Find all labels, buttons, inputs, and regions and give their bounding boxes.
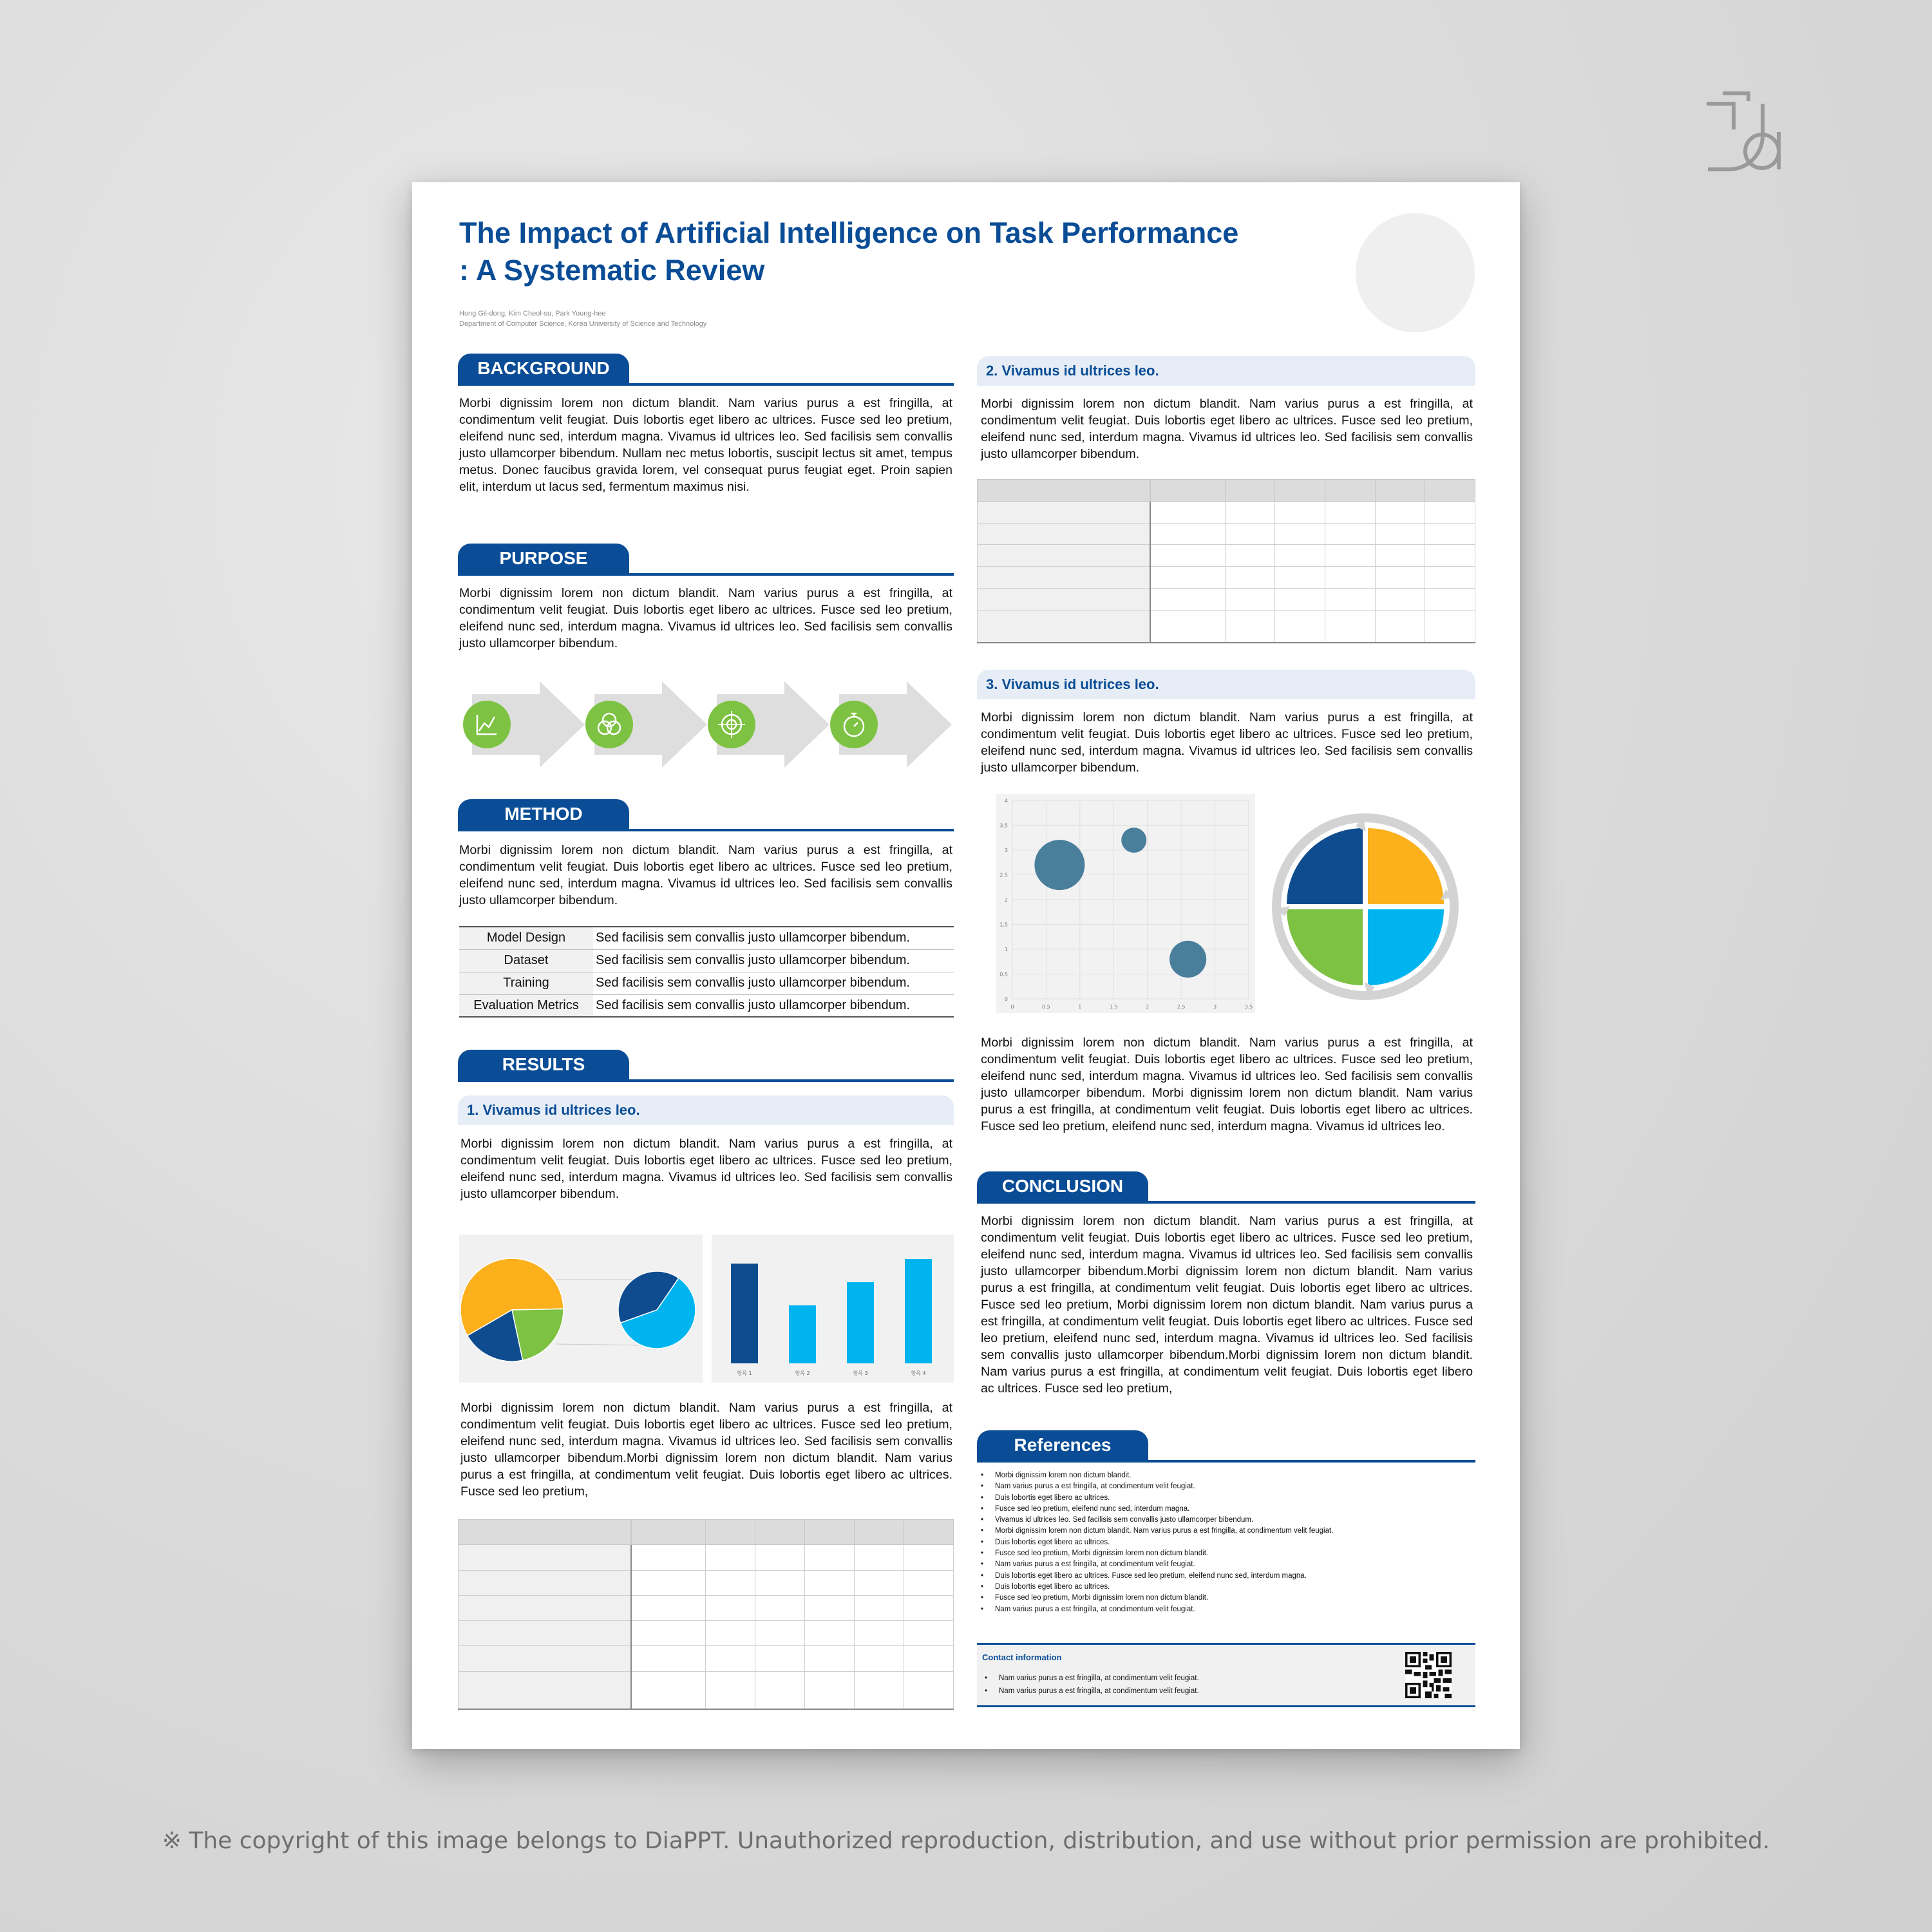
list-item: • Morbi dignissim lorem non dictum blandit. bbox=[978, 1470, 1333, 1481]
table-row: Training Sed facilisis sem convallis justo ullamcorper bibendum. bbox=[459, 972, 954, 994]
results-empty-table-1 bbox=[458, 1519, 954, 1710]
bubble-chart bbox=[996, 794, 1255, 1013]
references-header bbox=[977, 1433, 1475, 1463]
authors: Hong Gil-dong, Kim Cheol-su, Park Young-hee bbox=[459, 310, 606, 317]
list-item: • Fusce sed leo pretium, Morbi dignissim lorem non dictum blandit. bbox=[978, 1593, 1333, 1604]
x-tick-label-3: 1.5 bbox=[1109, 1004, 1118, 1010]
cycle-quadrant-0 bbox=[1368, 828, 1444, 904]
list-item: • Duis lobortis eget libero ac ultrices. bbox=[978, 1582, 1333, 1593]
bar-2 bbox=[847, 1282, 874, 1363]
pie-connector-bottom bbox=[556, 1344, 646, 1345]
list-item: • Nam varius purus a est fringilla, at condimentum velit feugiat. bbox=[978, 1559, 1333, 1570]
contact-box bbox=[977, 1643, 1475, 1707]
line-chart-icon bbox=[463, 701, 511, 748]
table-row: Dataset Sed facilisis sem convallis justo ullamcorper bibendum. bbox=[459, 949, 954, 972]
cycle-quadrant-2 bbox=[1287, 909, 1363, 985]
stopwatch-icon bbox=[830, 701, 878, 748]
bubble-0 bbox=[1034, 840, 1084, 890]
references-list bbox=[978, 1470, 1333, 1615]
list-item: • Nam varius purus a est fringilla, at condimentum velit feugiat. bbox=[978, 1604, 1333, 1615]
y-tick-label-8: 4 bbox=[1004, 798, 1008, 804]
purpose-header bbox=[458, 546, 954, 576]
target-icon bbox=[708, 701, 755, 748]
decorative-circle bbox=[1356, 213, 1475, 332]
method-header bbox=[458, 802, 954, 831]
bubble-2 bbox=[1170, 941, 1206, 978]
cycle-quadrant-1 bbox=[1368, 909, 1444, 985]
x-tick-label-2: 1 bbox=[1078, 1004, 1082, 1010]
conclusion-header bbox=[977, 1174, 1475, 1204]
bar-label-0: 항목 1 bbox=[737, 1370, 752, 1376]
y-tick-label-5: 2.5 bbox=[999, 872, 1008, 878]
x-tick-label-0: 0 bbox=[1010, 1004, 1014, 1010]
results-sub1-text2: Morbi dignissim lorem non dictum blandit. Nam varius purus a est fringilla, at condimentum velit feugiat. Duis lobortis eget libero ac ultrices. Fusce sed leo pretium, eleifend nunc sed, interdum magna. Vivamus id ultrices leo. Sed facilisis sem convallis justo ullamcorper bibendum.Morbi dignissim lorem non dictum blandit. Nam varius purus a est fringilla, at condimentum velit feugiat. Duis lobortis eget libero ac ultrices. Fusce sed leo pretium, bbox=[460, 1401, 952, 1499]
results-empty-table-2 bbox=[977, 479, 1475, 643]
authors-block bbox=[459, 308, 706, 329]
bar-label-3: 항목 4 bbox=[911, 1370, 926, 1376]
bar-1 bbox=[789, 1305, 816, 1363]
list-item: • Morbi dignissim lorem non dictum blandit. Nam varius purus a est fringilla, at condimentum velit feugiat. bbox=[978, 1526, 1333, 1537]
list-item: • Vivamus id ultrices leo. Sed facilisis sem convallis justo ullamcorper bibendum. bbox=[978, 1515, 1333, 1526]
venn-icon bbox=[585, 701, 633, 748]
bubble-1 bbox=[1121, 828, 1146, 853]
method-text: Morbi dignissim lorem non dictum blandit. Nam varius purus a est fringilla, at condimentum velit feugiat. Duis lobortis eget libero ac ultrices. Fusce sed leo pretium, eleifend nunc sed, interdum magna. Vivamus id ultrices leo. Sed facilisis sem convallis justo ullamcorper bibendum. bbox=[459, 843, 952, 907]
purpose-title: PURPOSE bbox=[458, 544, 629, 573]
x-tick-label-6: 3 bbox=[1213, 1004, 1217, 1010]
results-title: RESULTS bbox=[458, 1050, 629, 1079]
copyright-notice: ※ The copyright of this image belongs to DiaPPT. Unauthorized reproduction, distribution, and use without prior permission are prohibited. bbox=[162, 1828, 1770, 1854]
list-item: • Duis lobortis eget libero ac ultrices. Fusce sed leo pretium, eleifend nunc sed, interdum magna. bbox=[978, 1571, 1333, 1582]
conclusion-text: Morbi dignissim lorem non dictum blandit. Nam varius purus a est fringilla, at condimentum velit feugiat. Duis lobortis eget libero ac ultrices. Fusce sed leo pretium, eleifend nunc sed, interdum magna. Vivamus id ultrices leo. Sed facilisis sem convallis justo ullamcorper bibendum.Morbi dignissim lorem non dictum blandit. Nam varius purus a est fringilla, at condimentum velit feugiat. Duis lobortis eget libero ac ultrices. Fusce sed leo pretium, Morbi dignissim lorem non dictum blandit. Nam varius purus a est fringilla, at condimentum velit feugiat. Duis lobortis eget libero ac ultrices. Fusce sed leo pretium, eleifend nunc sed, interdum magna. Vivamus id ultrices leo. Sed facilisis sem convallis justo ullamcorper bibendum.Morbi dignissim lorem non dictum blandit. Nam varius purus a est fringilla, at condimentum velit feugiat. Duis lobortis eget libero ac ultrices. Fusce sed leo pretium, bbox=[981, 1214, 1473, 1396]
contact-list bbox=[982, 1672, 1199, 1698]
poster-page bbox=[412, 182, 1520, 1749]
list-item: • Duis lobortis eget libero ac ultrices. bbox=[978, 1537, 1333, 1548]
bar-label-1: 항목 2 bbox=[795, 1370, 810, 1376]
y-tick-label-1: 0.5 bbox=[999, 971, 1008, 978]
bar-0 bbox=[731, 1264, 758, 1363]
list-item: • Nam varius purus a est fringilla, at condimentum velit feugiat. bbox=[978, 1481, 1333, 1492]
background-title: BACKGROUND bbox=[458, 354, 629, 383]
bar-3 bbox=[905, 1259, 932, 1363]
y-tick-label-2: 1 bbox=[1004, 947, 1008, 952]
qr-code-icon[interactable] bbox=[1405, 1651, 1452, 1700]
cycle-quadrant-chart bbox=[1272, 813, 1459, 1000]
contact-title: Contact information bbox=[982, 1653, 1062, 1662]
background-text: Morbi dignissim lorem non dictum blandit. Nam varius purus a est fringilla, at condimentum velit feugiat. Duis lobortis eget libero ac ultrices. Fusce sed leo pretium, eleifend nunc sed, interdum magna. Vivamus id ultrices leo. Sed facilisis sem convallis justo ullamcorper bibendum. Nullam nec metus lobortis, suscipit lectus sit amet, tempus metus. Donec faucibus gravida lorem, vel consequat purus feugiat eget. Proin sapien elit, interdum ut lacus sed, fermentum maximus nisi. bbox=[459, 396, 952, 494]
y-tick-label-4: 2 bbox=[1004, 897, 1008, 903]
results-sub1-text: Morbi dignissim lorem non dictum blandit. Nam varius purus a est fringilla, at condimentum velit feugiat. Duis lobortis eget libero ac ultrices. Fusce sed leo pretium, eleifend nunc sed, interdum magna. Vivamus id ultrices leo. Sed facilisis sem convallis justo ullamcorper bibendum. bbox=[460, 1137, 952, 1201]
y-tick-label-3: 1.5 bbox=[999, 922, 1008, 928]
list-item: • Nam varius purus a est fringilla, at condimentum velit feugiat. bbox=[982, 1685, 1199, 1698]
results-sub3-text2: Morbi dignissim lorem non dictum blandit. Nam varius purus a est fringilla, at condimentum velit feugiat. Duis lobortis eget libero ac ultrices. Fusce sed leo pretium, eleifend nunc sed, interdum magna. Vivamus id ultrices leo. Sed facilisis sem convallis justo ullamcorper bibendum. Morbi dignissim lorem non dictum blandit. Nam varius purus a est fringilla, at condimentum velit feugiat. Duis lobortis eget libero ac ultrices. Fusce sed leo pretium, eleifend nunc sed, interdum magna. Vivamus id ultrices leo. bbox=[981, 1036, 1473, 1133]
method-table bbox=[459, 926, 954, 1018]
x-tick-label-1: 0.5 bbox=[1042, 1004, 1050, 1010]
poster-title: The Impact of Artificial Intelligence on Task Performance : A Systematic Review bbox=[459, 216, 1239, 287]
diappt-logo-icon bbox=[1700, 87, 1784, 174]
conclusion-title: CONCLUSION bbox=[977, 1171, 1148, 1201]
results-sub3-title: 3. Vivamus id ultrices leo. bbox=[977, 670, 1475, 699]
list-item: • Fusce sed leo pretium, Morbi dignissim lorem non dictum blandit. bbox=[978, 1548, 1333, 1559]
x-tick-label-4: 2 bbox=[1146, 1004, 1150, 1010]
cycle-ring bbox=[1276, 818, 1454, 996]
bar-label-2: 항목 3 bbox=[853, 1370, 868, 1376]
list-item: • Duis lobortis eget libero ac ultrices. bbox=[978, 1493, 1333, 1504]
method-title: METHOD bbox=[458, 799, 629, 829]
results-sub2-title: 2. Vivamus id ultrices leo. bbox=[977, 356, 1475, 386]
cycle-quadrant-3 bbox=[1287, 828, 1363, 904]
x-tick-label-7: 3.5 bbox=[1244, 1004, 1253, 1010]
affiliation: Department of Computer Science, Korea University of Science and Technology bbox=[459, 320, 707, 328]
table-row: Model Design Sed facilisis sem convallis justo ullamcorper bibendum. bbox=[459, 927, 954, 949]
x-tick-label-5: 2.5 bbox=[1177, 1004, 1186, 1010]
y-tick-label-6: 3 bbox=[1004, 848, 1008, 853]
results-sub1-title: 1. Vivamus id ultrices leo. bbox=[458, 1095, 954, 1125]
list-item: • Nam varius purus a est fringilla, at condimentum velit feugiat. bbox=[982, 1672, 1199, 1685]
table-row: Evaluation Metrics Sed facilisis sem convallis justo ullamcorper bibendum. bbox=[459, 994, 954, 1017]
results-sub3-text: Morbi dignissim lorem non dictum blandit. Nam varius purus a est fringilla, at condimentum velit feugiat. Duis lobortis eget libero ac ultrices. Fusce sed leo pretium, eleifend nunc sed, interdum magna. Vivamus id ultrices leo. Sed facilisis sem convallis justo ullamcorper bibendum. bbox=[981, 710, 1473, 775]
list-item: • Fusce sed leo pretium, eleifend nunc sed, interdum magna. bbox=[978, 1504, 1333, 1515]
results-sub2-text: Morbi dignissim lorem non dictum blandit. Nam varius purus a est fringilla, at condimentum velit feugiat. Duis lobortis eget libero ac ultrices. Fusce sed leo pretium, eleifend nunc sed, interdum magna. Vivamus id ultrices leo. Sed facilisis sem convallis justo ullamcorper bibendum. bbox=[981, 397, 1473, 461]
y-tick-label-0: 0 bbox=[1004, 996, 1008, 1002]
purpose-text: Morbi dignissim lorem non dictum blandit. Nam varius purus a est fringilla, at condimentum velit feugiat. Duis lobortis eget libero ac ultrices. Fusce sed leo pretium, eleifend nunc sed, interdum magna. Vivamus id ultrices leo. Sed facilisis sem convallis justo ullamcorper bibendum. bbox=[459, 586, 952, 650]
bar-chart bbox=[712, 1235, 954, 1383]
results-header bbox=[458, 1052, 954, 1082]
background-header bbox=[458, 356, 954, 386]
pie-of-pie-chart bbox=[459, 1235, 703, 1383]
y-tick-label-7: 3.5 bbox=[999, 822, 1008, 829]
purpose-process-flow bbox=[459, 681, 955, 768]
references-title: References bbox=[977, 1430, 1148, 1460]
